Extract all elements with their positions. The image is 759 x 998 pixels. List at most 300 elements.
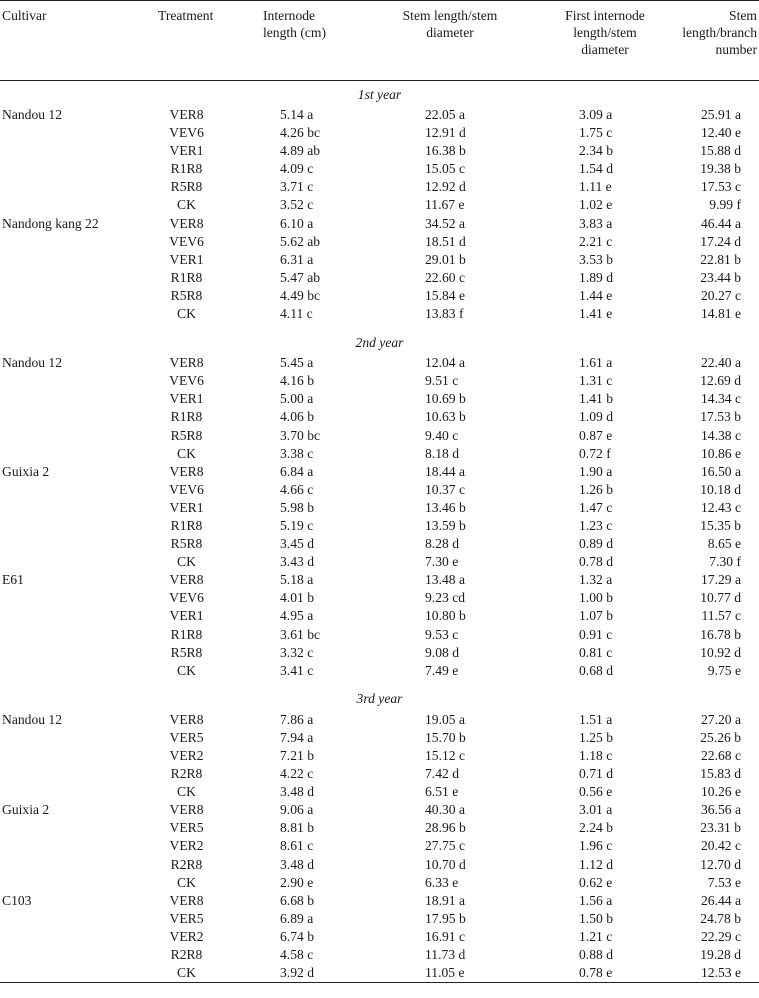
treatment-cell: R5R8 [170, 644, 203, 660]
internode-length-cell: 6.10 a [280, 215, 314, 231]
internode-length-cell: 3.41 c [280, 662, 314, 678]
cultivar-cell [0, 196, 143, 214]
internode-length-cell: 5.19 c [280, 517, 314, 533]
table-row [0, 607, 759, 625]
branch-ratio-cell: 25.91 a [700, 107, 741, 122]
header-line: diameter [581, 42, 629, 57]
treatment-cell: VER2 [169, 748, 204, 763]
table-row [0, 390, 759, 408]
table-row [0, 856, 759, 874]
treatment-cell: VEV6 [169, 590, 204, 606]
treatment-cell: CK [177, 662, 196, 678]
internode-length-cell: 4.66 c [280, 481, 314, 497]
table-row [0, 160, 759, 178]
branch-ratio-cell: 19.38 b [700, 161, 741, 177]
cultivar-cell [0, 874, 143, 892]
first-internode-cell: 2.34 b [579, 143, 613, 159]
stem-ratio-cell: 8.18 d [425, 445, 459, 461]
internode-length-cell: 3.61 bc [280, 626, 321, 642]
treatment-cell: R5R8 [170, 179, 203, 195]
first-internode-cell: 2.21 c [579, 233, 613, 249]
first-internode-cell: 1.44 e [579, 287, 613, 303]
stem-ratio-cell: 10.63 b [425, 409, 466, 425]
internode-length-cell: 6.74 b [280, 928, 314, 944]
header-line: Stem length/stem [402, 8, 498, 23]
treatment-cell: VER8 [169, 572, 204, 588]
treatment-cell: VER8 [169, 355, 204, 371]
stem-ratio-cell: 9.51 c [425, 373, 459, 389]
internode-length-cell: 5.00 a [280, 391, 314, 407]
header-line: diameter [426, 25, 474, 40]
cultivar-cell [0, 445, 143, 463]
stem-ratio-cell: 11.05 e [370, 964, 530, 983]
cultivar-cell [0, 427, 143, 445]
stem-ratio-cell: 13.83 f [425, 306, 464, 322]
cultivar-cell [0, 305, 143, 323]
treatment-cell: VER2 [169, 928, 204, 944]
treatment-cell: CK [143, 964, 230, 983]
branch-ratio-cell: 12.53 e [680, 964, 759, 983]
stem-ratio-cell: 22.60 c [425, 269, 466, 285]
treatment-cell: VER8 [169, 215, 204, 231]
stem-ratio-cell: 7.49 e [425, 662, 459, 678]
cultivar-cell [0, 644, 143, 662]
branch-ratio-cell: 19.28 d [700, 947, 741, 963]
cultivar-cell [0, 765, 143, 783]
branch-ratio-cell: 10.77 d [700, 590, 741, 606]
internode-length-cell: 6.31 a [280, 251, 314, 267]
branch-ratio-cell: 12.43 c [700, 499, 741, 515]
cultivar-cell [0, 928, 143, 946]
stem-ratio-cell: 15.70 b [425, 729, 466, 745]
branch-ratio-cell: 7.30 f [709, 554, 741, 570]
branch-ratio-cell: 15.83 d [700, 766, 741, 782]
first-internode-cell: 3.53 b [579, 251, 613, 267]
first-internode-cell: 1.23 c [579, 517, 613, 533]
internode-length-cell: 6.68 b [280, 892, 314, 908]
stem-ratio-cell: 10.37 c [425, 481, 466, 497]
stem-ratio-cell: 15.12 c [425, 748, 466, 763]
branch-ratio-cell: 12.69 d [700, 373, 741, 389]
cultivar-cell [0, 178, 143, 196]
stem-ratio-cell: 12.91 d [425, 125, 466, 141]
treatment-cell: VER5 [169, 910, 204, 926]
first-internode-cell: 0.88 d [579, 947, 613, 963]
first-internode-cell: 1.41 b [579, 391, 613, 407]
cultivar-cell [0, 269, 143, 287]
first-internode-cell: 1.18 c [579, 748, 613, 763]
stem-ratio-cell: 16.38 b [425, 143, 466, 159]
internode-length-cell: 4.89 ab [280, 143, 321, 159]
cultivar-cell [0, 233, 143, 251]
internode-length-cell: 3.92 d [230, 964, 370, 983]
branch-ratio-cell: 10.26 e [700, 784, 741, 800]
first-internode-cell: 1.61 a [579, 355, 613, 371]
first-internode-cell: 1.47 c [579, 499, 613, 515]
internode-length-cell: 5.62 ab [280, 233, 321, 249]
internode-length-cell: 5.14 a [280, 107, 314, 122]
internode-length-cell: 3.71 c [280, 179, 314, 195]
stem-ratio-cell: 18.91 a [425, 892, 466, 908]
table-row [0, 892, 759, 910]
cultivar-cell [0, 819, 143, 837]
branch-ratio-cell: 22.68 c [700, 748, 741, 763]
first-internode-cell: 1.51 a [579, 711, 613, 727]
treatment-cell: R2R8 [170, 856, 203, 872]
stem-ratio-cell: 18.51 d [425, 233, 466, 249]
first-internode-cell: 0.87 e [579, 427, 613, 443]
internode-length-cell: 5.98 b [280, 499, 314, 515]
internode-length-cell: 5.47 ab [280, 269, 321, 285]
first-internode-cell: 0.62 e [579, 874, 613, 890]
cultivar-cell [0, 729, 143, 747]
table-row [0, 783, 759, 801]
treatment-cell: VER1 [169, 499, 204, 515]
stem-ratio-cell: 10.69 b [425, 391, 466, 407]
cultivar-cell [0, 662, 143, 680]
treatment-cell: R5R8 [170, 287, 203, 303]
table-row [0, 481, 759, 499]
cultivar-cell: E61 [2, 572, 24, 588]
table-row [0, 251, 759, 269]
branch-ratio-cell: 10.92 d [700, 644, 741, 660]
internode-length-cell: 9.06 a [280, 802, 314, 818]
stem-ratio-cell: 11.73 d [425, 947, 466, 963]
treatment-cell: R5R8 [170, 427, 203, 443]
branch-ratio-cell: 9.75 e [707, 662, 741, 678]
stem-ratio-cell: 8.28 d [425, 536, 459, 552]
stem-ratio-cell: 15.84 e [425, 287, 466, 303]
first-internode-cell: 0.68 d [579, 662, 613, 678]
first-internode-cell: 0.71 d [579, 766, 613, 782]
table-row [0, 427, 759, 445]
stem-ratio-cell: 40.30 a [425, 802, 466, 818]
year-row [0, 680, 759, 711]
internode-length-cell: 4.06 b [280, 409, 314, 425]
branch-ratio-cell: 17.24 d [700, 233, 741, 249]
treatment-cell: R5R8 [170, 536, 203, 552]
cultivar-cell [0, 535, 143, 553]
stem-ratio-cell: 12.04 a [425, 355, 466, 371]
internode-length-cell: 4.26 bc [280, 125, 321, 141]
cultivar-cell: Guixia 2 [2, 802, 50, 818]
table-row [0, 928, 759, 946]
branch-ratio-cell: 14.81 e [700, 306, 741, 322]
branch-ratio-cell: 36.56 a [700, 802, 741, 818]
internode-length-cell: 4.16 b [280, 373, 314, 389]
first-internode-cell: 1.89 d [579, 269, 613, 285]
header-line: Internode [263, 8, 316, 23]
cultivar-cell [0, 589, 143, 607]
table-row [0, 535, 759, 553]
stem-ratio-cell: 18.44 a [425, 463, 466, 479]
header-line: length/branch [682, 25, 757, 40]
stem-ratio-cell: 7.42 d [425, 766, 459, 782]
internode-length-cell: 3.70 bc [280, 427, 321, 443]
treatment-cell: CK [177, 197, 196, 213]
header-treatment: Treatment [158, 8, 214, 23]
stem-ratio-cell: 34.52 a [425, 215, 466, 231]
internode-length-cell: 5.18 a [280, 572, 314, 588]
stem-ratio-cell: 27.75 c [425, 838, 466, 854]
treatment-cell: VEV6 [169, 233, 204, 249]
first-internode-cell: 0.78 d [579, 554, 613, 570]
internode-length-cell: 3.32 c [280, 644, 314, 660]
branch-ratio-cell: 17.53 b [700, 409, 741, 425]
table-row [0, 765, 759, 783]
table-row [0, 644, 759, 662]
branch-ratio-cell: 23.31 b [700, 820, 741, 836]
internode-length-cell: 6.84 a [280, 463, 314, 479]
internode-length-cell: 5.45 a [280, 355, 314, 371]
treatment-cell: R2R8 [170, 947, 203, 963]
branch-ratio-cell: 27.20 a [700, 711, 741, 727]
treatment-cell: VEV6 [169, 125, 204, 141]
treatment-cell: R1R8 [170, 409, 203, 425]
first-internode-cell: 3.83 a [579, 215, 613, 231]
stem-ratio-cell: 19.05 a [425, 711, 466, 727]
first-internode-cell: 1.21 c [579, 928, 613, 944]
treatment-cell: VER1 [169, 608, 204, 624]
stem-ratio-cell: 17.95 b [425, 910, 466, 926]
treatment-cell: R2R8 [170, 766, 203, 782]
first-internode-cell: 0.78 e [530, 964, 680, 983]
table-row [0, 269, 759, 287]
branch-ratio-cell: 10.86 e [700, 445, 741, 461]
cultivar-cell: Nandou 12 [2, 355, 63, 371]
branch-ratio-cell: 46.44 a [700, 215, 741, 231]
cultivar-cell [0, 142, 143, 160]
branch-ratio-cell: 22.40 a [700, 355, 741, 371]
table-row [0, 837, 759, 855]
cultivar-cell [0, 783, 143, 801]
table-row [0, 408, 759, 426]
first-internode-cell: 3.09 a [579, 107, 613, 122]
cultivar-cell [0, 946, 143, 964]
table-row [0, 215, 759, 233]
treatment-cell: VER5 [169, 729, 204, 745]
branch-ratio-cell: 15.88 d [700, 143, 741, 159]
branch-ratio-cell: 16.50 a [700, 463, 741, 479]
branch-ratio-cell: 26.44 a [700, 892, 741, 908]
treatment-cell: VER8 [169, 892, 204, 908]
year-label: 3rd year [356, 691, 403, 707]
first-internode-cell: 0.72 f [579, 445, 611, 461]
treatment-cell: CK [177, 306, 196, 322]
stem-ratio-cell: 11.67 e [425, 197, 465, 213]
treatment-cell: CK [177, 784, 196, 800]
first-internode-cell: 1.09 d [579, 409, 613, 425]
stem-ratio-cell: 10.70 d [425, 856, 466, 872]
first-internode-cell: 1.90 a [579, 463, 613, 479]
stem-ratio-cell: 9.53 c [425, 626, 459, 642]
stem-ratio-cell: 6.33 e [425, 874, 459, 890]
internode-length-cell: 3.43 d [280, 554, 314, 570]
stem-ratio-cell: 29.01 b [425, 251, 466, 267]
first-internode-cell: 1.41 e [579, 306, 613, 322]
treatment-cell: VER2 [169, 838, 204, 854]
table-header [0, 1, 759, 81]
branch-ratio-cell: 20.27 c [700, 287, 741, 303]
treatment-cell: CK [177, 445, 196, 461]
internode-length-cell: 3.48 d [280, 856, 314, 872]
table-row [0, 178, 759, 196]
table-row [0, 747, 759, 765]
treatment-cell: R1R8 [170, 626, 203, 642]
table-row [0, 553, 759, 571]
internode-length-cell: 4.11 c [280, 306, 313, 322]
first-internode-cell: 0.89 d [579, 536, 613, 552]
table-row [0, 233, 759, 251]
branch-ratio-cell: 25.26 b [700, 729, 741, 745]
table-row [0, 874, 759, 892]
header-internode-length [230, 1, 370, 81]
header-stem-branch [680, 1, 759, 81]
treatment-cell: VER8 [169, 711, 204, 727]
table-row [0, 499, 759, 517]
stem-ratio-cell: 6.51 e [425, 784, 459, 800]
cultivar-cell [0, 626, 143, 644]
internode-length-cell: 4.22 c [280, 766, 314, 782]
treatment-cell: VER1 [169, 143, 204, 159]
stem-ratio-cell: 9.40 c [425, 427, 459, 443]
internode-length-cell: 4.58 c [280, 947, 314, 963]
first-internode-cell: 1.07 b [579, 608, 613, 624]
branch-ratio-cell: 14.34 c [700, 391, 741, 407]
cultivar-cell: Nandou 12 [2, 107, 63, 122]
cultivar-cell [0, 607, 143, 625]
cultivar-cell [0, 747, 143, 765]
cultivar-cell [0, 390, 143, 408]
treatment-cell: R1R8 [170, 517, 203, 533]
stem-ratio-cell: 7.30 e [425, 554, 459, 570]
table-row [0, 819, 759, 837]
internode-length-cell: 3.45 d [280, 536, 314, 552]
first-internode-cell: 1.11 e [579, 179, 612, 195]
header-line: length (cm) [263, 25, 327, 40]
treatment-cell: VEV6 [169, 481, 204, 497]
internode-length-cell: 4.01 b [280, 590, 314, 606]
treatment-cell: R1R8 [170, 269, 203, 285]
cultivar-cell [0, 124, 143, 142]
table-row [0, 106, 759, 124]
first-internode-cell: 1.02 e [579, 197, 613, 213]
treatment-cell: CK [177, 554, 196, 570]
table-row [0, 305, 759, 323]
table-row [0, 354, 759, 372]
table-row [0, 964, 759, 983]
treatment-cell: R1R8 [170, 161, 203, 177]
internode-length-cell: 3.52 c [280, 197, 314, 213]
branch-ratio-cell: 20.42 c [700, 838, 741, 854]
header-stem-length-diameter [370, 1, 530, 81]
cultivar-cell: C103 [2, 892, 32, 908]
header-cultivar: Cultivar [2, 8, 47, 23]
internode-length-cell: 8.81 b [280, 820, 314, 836]
treatment-cell: VEV6 [169, 373, 204, 389]
branch-ratio-cell: 22.81 b [700, 251, 741, 267]
first-internode-cell: 1.00 b [579, 590, 613, 606]
year-label: 2nd year [355, 334, 404, 350]
treatment-cell: VER8 [169, 463, 204, 479]
table-row [0, 910, 759, 928]
internode-length-cell: 7.86 a [280, 711, 314, 727]
cultivar-cell [0, 251, 143, 269]
cultivar-cell [0, 481, 143, 499]
internode-length-cell: 4.95 a [280, 608, 314, 624]
table-row [0, 142, 759, 160]
branch-ratio-cell: 12.70 d [700, 856, 741, 872]
cultivar-cell: Guixia 2 [2, 463, 50, 479]
stem-ratio-cell: 16.91 c [425, 928, 466, 944]
branch-ratio-cell: 17.53 c [700, 179, 741, 195]
first-internode-cell: 1.26 b [579, 481, 613, 497]
first-internode-cell: 1.25 b [579, 729, 613, 745]
first-internode-cell: 3.01 a [579, 802, 613, 818]
internode-length-cell: 4.49 bc [280, 287, 321, 303]
treatment-cell: VER1 [169, 391, 204, 407]
branch-ratio-cell: 9.99 f [709, 197, 741, 213]
internode-length-cell: 8.61 c [280, 838, 314, 854]
first-internode-cell: 1.32 a [579, 572, 613, 588]
branch-ratio-cell: 7.53 e [707, 874, 741, 890]
stem-ratio-cell: 13.59 b [425, 517, 466, 533]
first-internode-cell: 1.54 d [579, 161, 613, 177]
cultivar-cell [0, 499, 143, 517]
stem-ratio-cell: 22.05 a [425, 107, 466, 122]
cultivar-cell [0, 964, 143, 983]
year-label: 1st year [357, 86, 402, 102]
stem-ratio-cell: 15.05 c [425, 161, 466, 177]
header-first-internode [530, 1, 680, 81]
cultivar-cell [0, 372, 143, 390]
treatment-cell: VER1 [169, 251, 204, 267]
treatment-cell: VER8 [169, 802, 204, 818]
branch-ratio-cell: 15.35 b [700, 517, 741, 533]
year-row [0, 323, 759, 354]
stem-ratio-cell: 12.92 d [425, 179, 466, 195]
year-row [0, 81, 759, 107]
table-row [0, 445, 759, 463]
table-row [0, 662, 759, 680]
table-row [0, 196, 759, 214]
stem-ratio-cell: 13.48 a [425, 572, 466, 588]
header-line: Stem [729, 8, 757, 23]
internode-length-cell: 3.38 c [280, 445, 314, 461]
header-line: number [715, 42, 757, 57]
first-internode-cell: 0.81 c [579, 644, 613, 660]
branch-ratio-cell: 16.78 b [700, 626, 741, 642]
table-row [0, 124, 759, 142]
header-line: length/stem [573, 25, 637, 40]
internode-length-cell: 7.21 b [280, 748, 314, 763]
cultivar-cell [0, 553, 143, 571]
treatment-cell: VER5 [169, 820, 204, 836]
cultivar-cell: Nandong kang 22 [2, 215, 99, 231]
table-row [0, 801, 759, 819]
first-internode-cell: 1.96 c [579, 838, 613, 854]
table-row [0, 946, 759, 964]
branch-ratio-cell: 24.78 b [700, 910, 741, 926]
table-row [0, 372, 759, 390]
internode-length-cell: 3.48 d [280, 784, 314, 800]
table-row [0, 711, 759, 729]
table-row [0, 517, 759, 535]
branch-ratio-cell: 22.29 c [700, 928, 741, 944]
stem-ratio-cell: 13.46 b [425, 499, 466, 515]
internode-length-cell: 4.09 c [280, 161, 314, 177]
first-internode-cell: 1.75 c [579, 125, 613, 141]
